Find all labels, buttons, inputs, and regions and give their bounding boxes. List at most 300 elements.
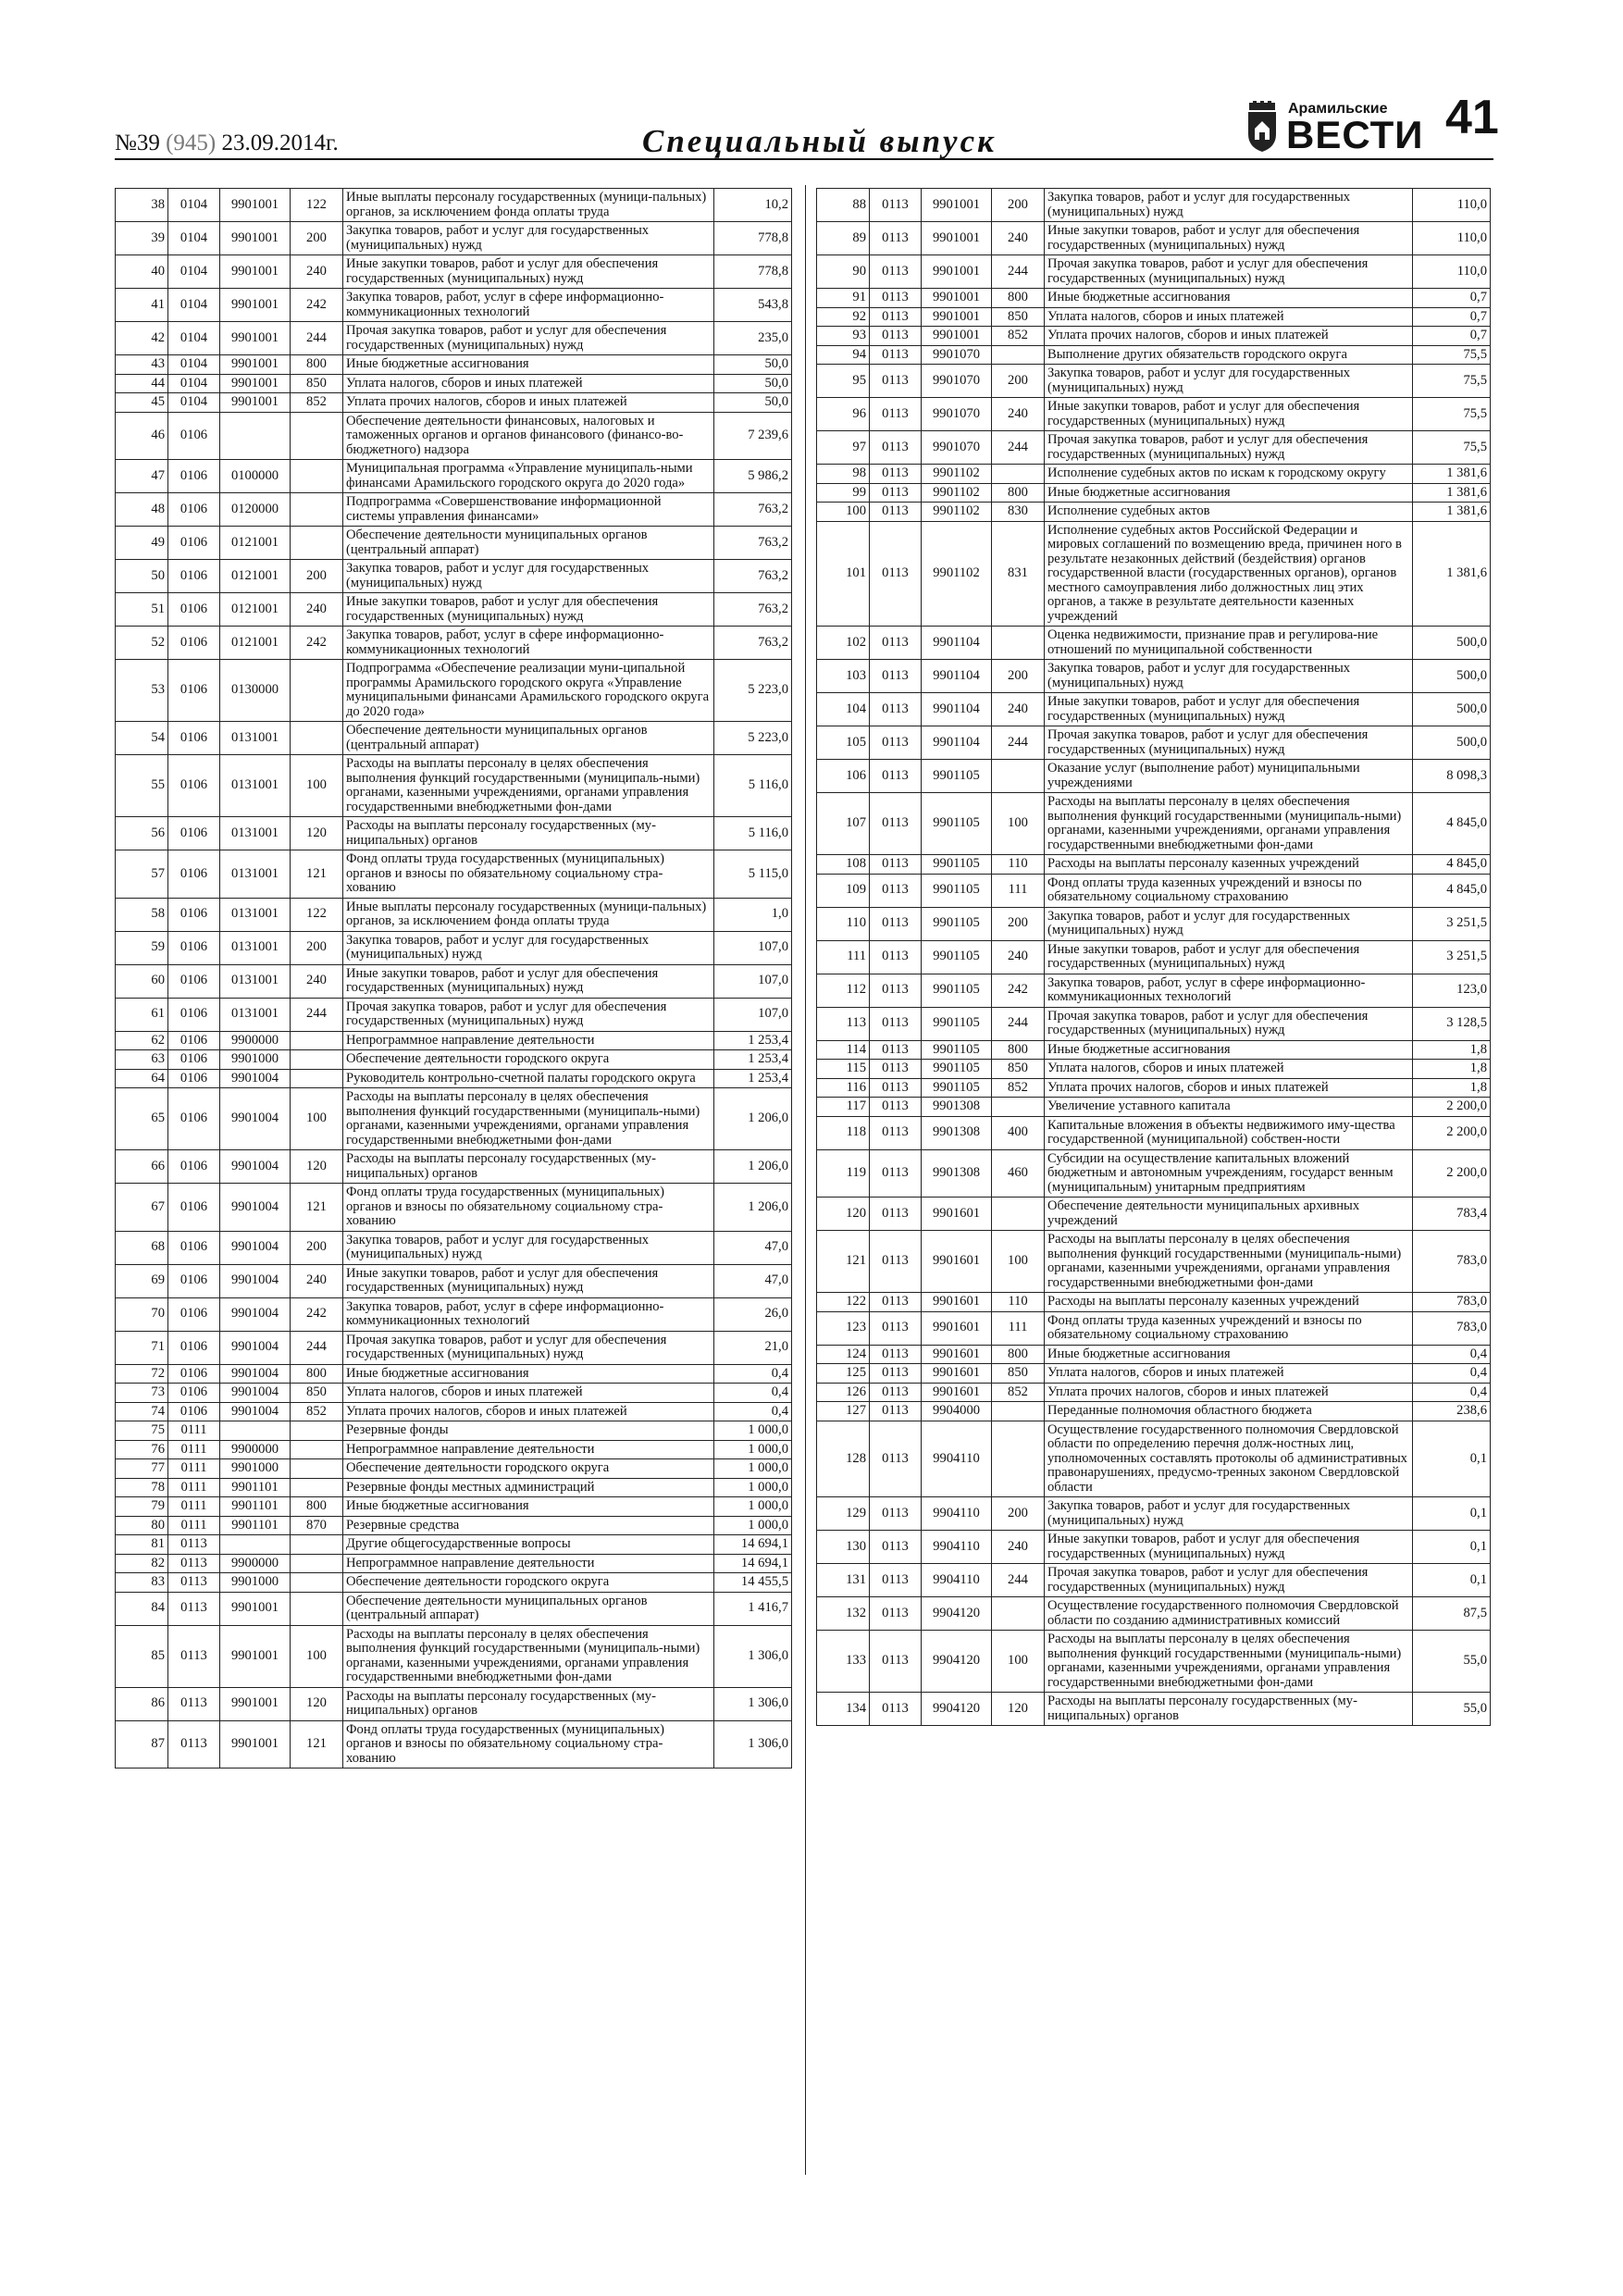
expense-type-code-cell: 244 (992, 726, 1045, 760)
expense-type-code-cell (291, 1535, 343, 1555)
expense-type-code-cell: 852 (291, 1402, 343, 1421)
amount-cell: 1 381,6 (1413, 521, 1491, 627)
amount-cell: 5 223,0 (714, 722, 792, 755)
row-number-cell: 92 (817, 307, 870, 327)
issue-number: №39 (115, 130, 160, 155)
target-code-cell: 9901105 (922, 907, 992, 940)
expense-type-code-cell: 800 (992, 289, 1045, 308)
expense-type-code-cell: 122 (291, 189, 343, 222)
expense-type-code-cell (291, 460, 343, 493)
section-code-cell: 0106 (168, 1031, 220, 1050)
target-code-cell: 9904110 (922, 1564, 992, 1597)
target-code-cell: 0131001 (220, 755, 291, 817)
target-code-cell: 9904000 (922, 1402, 992, 1421)
amount-cell: 543,8 (714, 289, 792, 322)
target-code-cell: 9901105 (922, 760, 992, 793)
item-name-cell: Иные бюджетные ассигнования (1045, 289, 1413, 308)
item-name-cell: Закупка товаров, работ и услуг для государственных (муниципальных) нужд (343, 931, 714, 964)
target-code-cell: 9901001 (220, 322, 291, 355)
item-name-cell: Иные закупки товаров, работ и услуг для обеспечения государственных (муниципальных) нужд (1045, 398, 1413, 431)
target-code-cell: 0131001 (220, 964, 291, 998)
table-row (116, 931, 792, 964)
section-code-cell: 0113 (870, 1631, 922, 1693)
row-number-cell: 111 (817, 940, 870, 974)
row-number-cell: 55 (116, 755, 168, 817)
table-row (116, 189, 792, 222)
left-column (115, 188, 792, 1769)
target-code-cell: 0121001 (220, 593, 291, 627)
row-number-cell: 51 (116, 593, 168, 627)
target-code-cell: 9901004 (220, 1297, 291, 1331)
row-number-cell: 108 (817, 855, 870, 875)
row-number-cell: 102 (817, 627, 870, 660)
item-name-cell: Прочая закупка товаров, работ и услуг для обеспечения государственных (муниципальных) нужд (343, 998, 714, 1031)
expense-type-code-cell: 460 (992, 1149, 1045, 1198)
table-row (116, 1364, 792, 1384)
item-name-cell: Прочая закупка товаров, работ и услуг для обеспечения государственных (муниципальных) нужд (343, 1331, 714, 1364)
target-code-cell: 9901000 (220, 1050, 291, 1070)
section-code-cell: 0113 (870, 1531, 922, 1564)
item-name-cell: Расходы на выплаты персоналу казенных учреждений (1045, 1293, 1413, 1312)
row-number-cell: 116 (817, 1078, 870, 1098)
expense-type-code-cell (992, 1597, 1045, 1631)
row-number-cell: 38 (116, 189, 168, 222)
row-number-cell: 43 (116, 355, 168, 375)
row-number-cell: 95 (817, 365, 870, 398)
target-code-cell: 9901004 (220, 1150, 291, 1184)
amount-cell: 1 253,4 (714, 1050, 792, 1070)
amount-cell: 5 223,0 (714, 660, 792, 722)
item-name-cell: Непрограммное направление деятельности (343, 1554, 714, 1573)
expense-type-code-cell: 852 (291, 393, 343, 413)
item-name-cell: Закупка товаров, работ и услуг для государственных (муниципальных) нужд (1045, 660, 1413, 693)
section-code-cell: 0106 (168, 931, 220, 964)
row-number-cell: 77 (116, 1459, 168, 1479)
amount-cell: 75,5 (1413, 345, 1491, 365)
amount-cell: 4 845,0 (1413, 793, 1491, 855)
expense-type-code-cell: 240 (992, 940, 1045, 974)
table-row (116, 1720, 792, 1769)
section-code-cell: 0113 (870, 760, 922, 793)
table-row (116, 393, 792, 413)
target-code-cell: 9901004 (220, 1402, 291, 1421)
target-code-cell: 9901105 (922, 874, 992, 907)
target-code-cell: 9901070 (922, 345, 992, 365)
amount-cell: 4 845,0 (1413, 874, 1491, 907)
section-code-cell: 0113 (870, 1383, 922, 1402)
item-name-cell: Другие общегосударственные вопросы (343, 1535, 714, 1555)
item-name-cell: Расходы на выплаты персоналу государственных (му-ниципальных) органов (1045, 1693, 1413, 1726)
amount-cell: 1 253,4 (714, 1069, 792, 1088)
row-number-cell: 47 (116, 460, 168, 493)
row-number-cell: 87 (116, 1720, 168, 1769)
table-row (817, 1564, 1491, 1597)
table-row (116, 1592, 792, 1625)
section-code-cell: 0106 (168, 1150, 220, 1184)
row-number-cell: 48 (116, 493, 168, 527)
table-row (116, 355, 792, 375)
expense-type-code-cell (291, 1069, 343, 1088)
section-code-cell: 0113 (870, 222, 922, 255)
target-code-cell: 0121001 (220, 560, 291, 593)
expense-type-code-cell: 100 (291, 755, 343, 817)
item-name-cell: Обеспечение деятельности финансовых, налоговых и таможенных органов и органов финансового (финансо-во-бюджетного) надзора (343, 412, 714, 460)
expense-type-code-cell: 200 (291, 1231, 343, 1264)
target-code-cell: 9901105 (922, 1060, 992, 1079)
expense-type-code-cell: 120 (992, 1693, 1045, 1726)
row-number-cell: 76 (116, 1440, 168, 1459)
target-code-cell: 0121001 (220, 527, 291, 560)
row-number-cell: 80 (116, 1516, 168, 1535)
item-name-cell: Исполнение судебных актов Российской Федерации и мировых соглашений по возмещению вреда, причинен ного в результате незаконных действий (бездействия) органов государственной власти (государственных органов), органов местного самоуправления либо должностных лиц этих органов, а также в результате деятельности казенных учреждений (1045, 521, 1413, 627)
table-row (817, 693, 1491, 726)
issue-date: 23.09.2014г. (221, 130, 339, 155)
expense-type-code-cell: 244 (992, 1007, 1045, 1040)
amount-cell: 783,0 (1413, 1231, 1491, 1293)
expense-type-code-cell: 200 (992, 660, 1045, 693)
amount-cell: 0,4 (1413, 1364, 1491, 1384)
table-row (817, 1383, 1491, 1402)
item-name-cell: Муниципальная программа «Управление муниципаль-ными финансами Арамильского городского округа до 2020 года» (343, 460, 714, 493)
expense-type-code-cell: 244 (291, 322, 343, 355)
target-code-cell: 9901001 (922, 255, 992, 289)
section-code-cell: 0106 (168, 593, 220, 627)
row-number-cell: 106 (817, 760, 870, 793)
section-code-cell: 0113 (870, 1040, 922, 1060)
table-row (116, 1264, 792, 1297)
table-row (817, 1060, 1491, 1079)
row-number-cell: 125 (817, 1364, 870, 1384)
amount-cell: 763,2 (714, 627, 792, 660)
table-row (116, 1031, 792, 1050)
item-name-cell: Закупка товаров, работ и услуг для государственных (муниципальных) нужд (1045, 907, 1413, 940)
expense-type-code-cell: 830 (992, 503, 1045, 522)
table-row (116, 1069, 792, 1088)
expense-type-code-cell: 400 (992, 1116, 1045, 1149)
row-number-cell: 65 (116, 1088, 168, 1150)
section-code-cell: 0106 (168, 460, 220, 493)
target-code-cell: 9901000 (220, 1573, 291, 1593)
table-row (116, 850, 792, 899)
section-code-cell: 0106 (168, 964, 220, 998)
expense-type-code-cell: 240 (992, 222, 1045, 255)
row-number-cell: 64 (116, 1069, 168, 1088)
amount-cell: 1 381,6 (1413, 483, 1491, 503)
row-number-cell: 122 (817, 1293, 870, 1312)
item-name-cell: Обеспечение деятельности городского округа (343, 1459, 714, 1479)
row-number-cell: 119 (817, 1149, 870, 1198)
table-row (116, 289, 792, 322)
target-code-cell (220, 1421, 291, 1441)
item-name-cell: Исполнение судебных актов (1045, 503, 1413, 522)
amount-cell: 26,0 (714, 1297, 792, 1331)
section-code-cell: 0113 (870, 1402, 922, 1421)
item-name-cell: Фонд оплаты труда государственных (муниципальных) органов и взносы по обязательному социальному стра-хованию (343, 1720, 714, 1769)
item-name-cell: Выполнение других обязательств городского округа (1045, 345, 1413, 365)
section-code-cell: 0111 (168, 1516, 220, 1535)
section-code-cell: 0113 (168, 1687, 220, 1720)
target-code-cell: 9901001 (220, 393, 291, 413)
row-number-cell: 71 (116, 1331, 168, 1364)
section-code-cell: 0113 (870, 940, 922, 974)
target-code-cell: 9901070 (922, 431, 992, 465)
table-row (116, 817, 792, 850)
row-number-cell: 84 (116, 1592, 168, 1625)
amount-cell: 0,1 (1413, 1531, 1491, 1564)
amount-cell: 50,0 (714, 393, 792, 413)
item-name-cell: Закупка товаров, работ, услуг в сфере информационно-коммуникационных технологий (343, 627, 714, 660)
item-name-cell: Исполнение судебных актов по искам к городскому округу (1045, 465, 1413, 484)
table-row (817, 521, 1491, 627)
section-code-cell: 0111 (168, 1459, 220, 1479)
amount-cell: 4 845,0 (1413, 855, 1491, 875)
section-code-cell: 0113 (870, 1007, 922, 1040)
item-name-cell: Уплата прочих налогов, сборов и иных платежей (1045, 1078, 1413, 1098)
amount-cell: 763,2 (714, 493, 792, 527)
section-code-cell: 0113 (870, 503, 922, 522)
amount-cell: 1 000,0 (714, 1421, 792, 1441)
table-row (116, 1297, 792, 1331)
section-code-cell: 0113 (870, 1198, 922, 1231)
section-code-cell: 0113 (870, 1497, 922, 1531)
expense-type-code-cell: 120 (291, 1687, 343, 1720)
expense-type-code-cell (992, 1421, 1045, 1497)
row-number-cell: 56 (116, 817, 168, 850)
target-code-cell: 0131001 (220, 722, 291, 755)
target-code-cell: 9901601 (922, 1293, 992, 1312)
amount-cell: 55,0 (1413, 1631, 1491, 1693)
logo-subtitle: Арамильские (1288, 101, 1388, 117)
row-number-cell: 93 (817, 327, 870, 346)
target-code-cell: 9901105 (922, 1007, 992, 1040)
expense-type-code-cell (291, 1573, 343, 1593)
section-code-cell: 0113 (870, 1564, 922, 1597)
expense-type-code-cell: 100 (992, 1631, 1045, 1693)
table-row (817, 483, 1491, 503)
row-number-cell: 75 (116, 1421, 168, 1441)
section-code-cell: 0104 (168, 355, 220, 375)
target-code-cell: 9900000 (220, 1554, 291, 1573)
expense-type-code-cell: 100 (291, 1088, 343, 1150)
amount-cell: 0,1 (1413, 1421, 1491, 1497)
item-name-cell: Расходы на выплаты персоналу казенных учреждений (1045, 855, 1413, 875)
section-code-cell: 0106 (168, 1231, 220, 1264)
expense-type-code-cell (992, 760, 1045, 793)
table-row (817, 1098, 1491, 1117)
section-code-cell: 0113 (870, 1231, 922, 1293)
item-name-cell: Фонд оплаты труда государственных (муниципальных) органов и взносы по обязательному социальному стра-хованию (343, 1184, 714, 1232)
row-number-cell: 123 (817, 1311, 870, 1345)
table-row (817, 503, 1491, 522)
expense-type-code-cell (291, 1031, 343, 1050)
target-code-cell: 9901601 (922, 1231, 992, 1293)
amount-cell: 1,8 (1413, 1040, 1491, 1060)
target-code-cell: 9901004 (220, 1364, 291, 1384)
item-name-cell: Обеспечение деятельности муниципальных органов (центральный аппарат) (343, 527, 714, 560)
expense-type-code-cell: 110 (992, 855, 1045, 875)
table-row (817, 465, 1491, 484)
row-number-cell: 117 (817, 1098, 870, 1117)
amount-cell: 783,0 (1413, 1311, 1491, 1345)
table-row (817, 1007, 1491, 1040)
table-row (116, 627, 792, 660)
table-row (817, 760, 1491, 793)
target-code-cell: 9901001 (922, 307, 992, 327)
row-number-cell: 131 (817, 1564, 870, 1597)
target-code-cell: 9901104 (922, 726, 992, 760)
newspaper-logo (1245, 101, 1424, 156)
amount-cell: 500,0 (1413, 693, 1491, 726)
expense-type-code-cell: 244 (291, 998, 343, 1031)
target-code-cell: 0131001 (220, 998, 291, 1031)
amount-cell: 238,6 (1413, 1402, 1491, 1421)
issue-total-number: (945) (166, 130, 217, 155)
section-code-cell: 0106 (168, 1331, 220, 1364)
item-name-cell: Иные бюджетные ассигнования (1045, 1345, 1413, 1364)
amount-cell: 123,0 (1413, 974, 1491, 1007)
logo-title: ВЕСТИ (1286, 113, 1424, 156)
item-name-cell: Осуществление государственного полномочия Свердловской области по определению перечня долж-ностных лиц, уполномоченных составлять протоколы об административных правонарушениях, предусмо-тренных законом Свердловской области (1045, 1421, 1413, 1497)
section-code-cell: 0113 (870, 1116, 922, 1149)
target-code-cell: 9901001 (220, 374, 291, 393)
row-number-cell: 107 (817, 793, 870, 855)
section-code-cell: 0113 (870, 307, 922, 327)
item-name-cell: Иные бюджетные ассигнования (343, 1497, 714, 1517)
target-code-cell: 9901101 (220, 1516, 291, 1535)
budget-table-left (115, 188, 792, 1769)
amount-cell: 14 694,1 (714, 1535, 792, 1555)
row-number-cell: 49 (116, 527, 168, 560)
item-name-cell: Увеличение уставного капитала (1045, 1098, 1413, 1117)
target-code-cell: 9901101 (220, 1497, 291, 1517)
amount-cell: 1 381,6 (1413, 465, 1491, 484)
table-row (817, 222, 1491, 255)
table-row (116, 1384, 792, 1403)
target-code-cell: 9901001 (220, 189, 291, 222)
target-code-cell: 9901001 (922, 189, 992, 222)
item-name-cell: Обеспечение деятельности городского округа (343, 1573, 714, 1593)
item-name-cell: Оказание услуг (выполнение работ) муниципальными учреждениями (1045, 760, 1413, 793)
item-name-cell: Уплата прочих налогов, сборов и иных платежей (343, 393, 714, 413)
target-code-cell: 9901101 (220, 1478, 291, 1497)
target-code-cell: 9901102 (922, 503, 992, 522)
amount-cell: 50,0 (714, 355, 792, 375)
item-name-cell: Иные закупки товаров, работ и услуг для обеспечения государственных (муниципальных) нужд (1045, 940, 1413, 974)
expense-type-code-cell: 200 (291, 560, 343, 593)
section-code-cell: 0113 (870, 465, 922, 484)
amount-cell: 1 206,0 (714, 1088, 792, 1150)
item-name-cell: Прочая закупка товаров, работ и услуг для обеспечения государственных (муниципальных) нужд (1045, 431, 1413, 465)
amount-cell: 107,0 (714, 964, 792, 998)
amount-cell: 0,4 (714, 1402, 792, 1421)
expense-type-code-cell: 850 (291, 374, 343, 393)
amount-cell: 2 200,0 (1413, 1116, 1491, 1149)
table-row (116, 412, 792, 460)
amount-cell: 47,0 (714, 1264, 792, 1297)
item-name-cell: Подпрограмма «Совершенствование информационной системы управления финансами» (343, 493, 714, 527)
coat-of-arms-icon (1245, 101, 1279, 153)
row-number-cell: 72 (116, 1364, 168, 1384)
section-code-cell: 0113 (870, 189, 922, 222)
amount-cell: 0,7 (1413, 327, 1491, 346)
expense-type-code-cell (992, 345, 1045, 365)
target-code-cell (220, 1535, 291, 1555)
item-name-cell: Прочая закупка товаров, работ и услуг для обеспечения государственных (муниципальных) нужд (1045, 255, 1413, 289)
expense-type-code-cell: 121 (291, 850, 343, 899)
amount-cell: 5 116,0 (714, 817, 792, 850)
table-row (116, 1331, 792, 1364)
amount-cell: 235,0 (714, 322, 792, 355)
section-code-cell: 0113 (870, 1693, 922, 1726)
row-number-cell: 112 (817, 974, 870, 1007)
row-number-cell: 90 (817, 255, 870, 289)
section-code-cell: 0113 (870, 327, 922, 346)
item-name-cell: Закупка товаров, работ, услуг в сфере информационно-коммуникационных технологий (343, 289, 714, 322)
row-number-cell: 42 (116, 322, 168, 355)
target-code-cell: 9901001 (922, 327, 992, 346)
table-row (116, 1573, 792, 1593)
item-name-cell: Закупка товаров, работ и услуг для государственных (муниципальных) нужд (1045, 189, 1413, 222)
table-row (116, 1184, 792, 1232)
target-code-cell: 9901105 (922, 974, 992, 1007)
section-code-cell: 0113 (870, 974, 922, 1007)
target-code-cell: 9901102 (922, 465, 992, 484)
row-number-cell: 133 (817, 1631, 870, 1693)
row-number-cell: 82 (116, 1554, 168, 1573)
item-name-cell: Уплата налогов, сборов и иных платежей (343, 1384, 714, 1403)
target-code-cell: 9901001 (220, 1720, 291, 1769)
table-row (116, 1421, 792, 1441)
section-code-cell: 0111 (168, 1421, 220, 1441)
target-code-cell: 9901105 (922, 940, 992, 974)
expense-type-code-cell (992, 1198, 1045, 1231)
item-name-cell: Закупка товаров, работ, услуг в сфере информационно-коммуникационных технологий (343, 1297, 714, 1331)
expense-type-code-cell: 100 (992, 793, 1045, 855)
table-row (116, 527, 792, 560)
item-name-cell: Оценка недвижимости, признание прав и регулирова-ние отношений по муниципальной собственности (1045, 627, 1413, 660)
expense-type-code-cell: 800 (992, 1345, 1045, 1364)
table-row (817, 1231, 1491, 1293)
section-code-cell: 0104 (168, 322, 220, 355)
row-number-cell: 101 (817, 521, 870, 627)
right-column (816, 188, 1491, 1726)
table-row (817, 1116, 1491, 1149)
table-row (817, 1364, 1491, 1384)
expense-type-code-cell (291, 527, 343, 560)
expense-type-code-cell: 850 (992, 1364, 1045, 1384)
expense-type-code-cell (291, 722, 343, 755)
issue-info (115, 130, 339, 156)
row-number-cell: 91 (817, 289, 870, 308)
table-row (116, 1497, 792, 1517)
amount-cell: 1 000,0 (714, 1497, 792, 1517)
item-name-cell: Обеспечение деятельности муниципальных органов (центральный аппарат) (343, 722, 714, 755)
table-row (116, 322, 792, 355)
expense-type-code-cell: 242 (291, 627, 343, 660)
amount-cell: 1 206,0 (714, 1150, 792, 1184)
table-row (817, 1198, 1491, 1231)
target-code-cell: 9901001 (220, 1592, 291, 1625)
section-code-cell: 0113 (870, 726, 922, 760)
expense-type-code-cell: 244 (992, 431, 1045, 465)
target-code-cell: 9901004 (220, 1088, 291, 1150)
row-number-cell: 74 (116, 1402, 168, 1421)
target-code-cell (220, 412, 291, 460)
amount-cell: 0,7 (1413, 307, 1491, 327)
section-code-cell: 0106 (168, 412, 220, 460)
section-code-cell: 0113 (870, 255, 922, 289)
amount-cell: 1 306,0 (714, 1720, 792, 1769)
